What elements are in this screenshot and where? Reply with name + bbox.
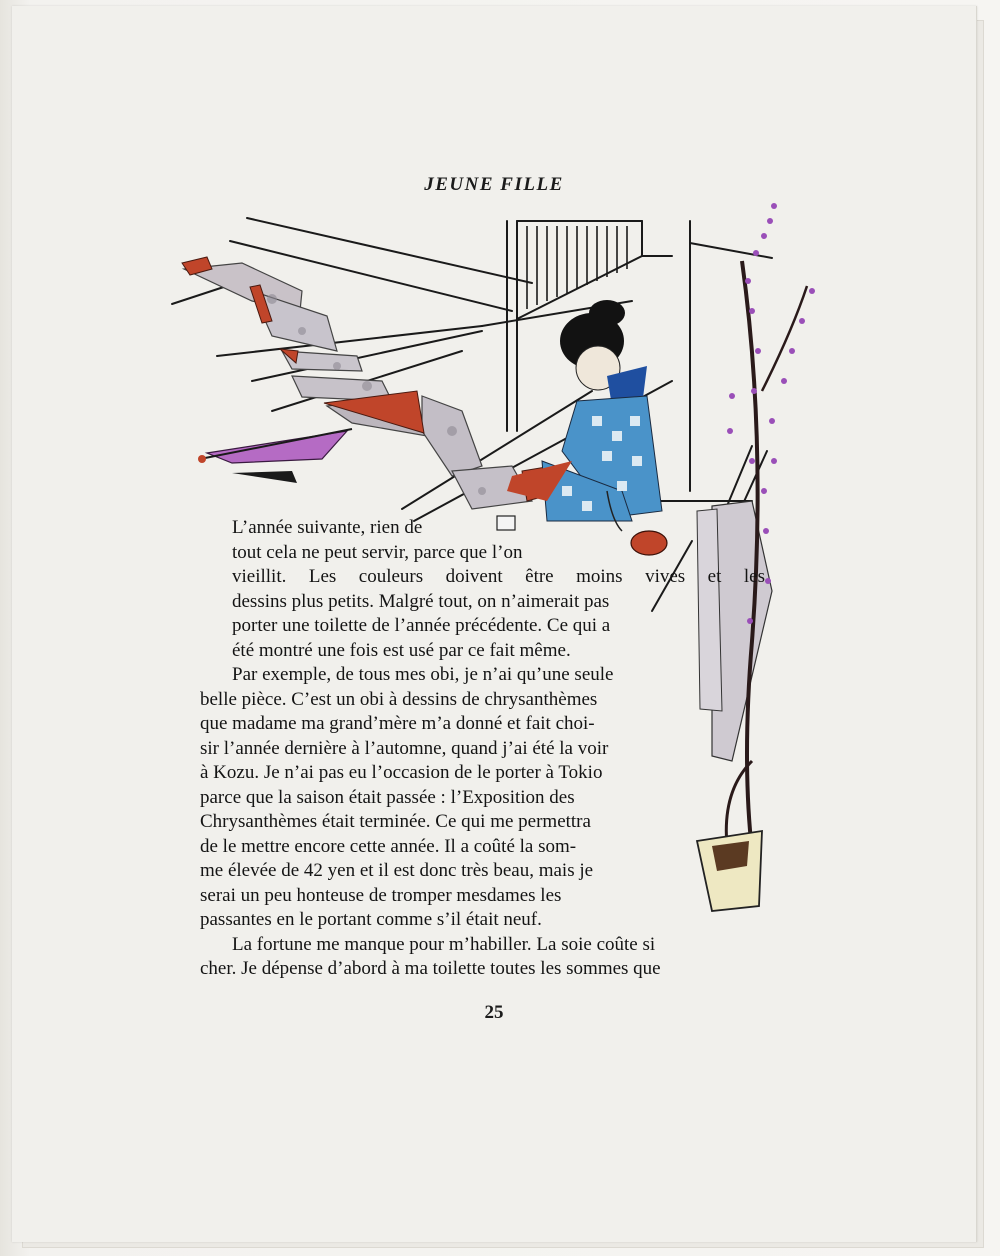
text-line: cher. Je dépense d’abord à ma toilette toutes les sommes que <box>200 958 661 979</box>
text-line: dessins plus petits. Malgré tout, on n’aimerait pas <box>232 590 610 612</box>
page-number: 25 <box>484 1002 504 1023</box>
paragraph-3 <box>200 933 765 982</box>
running-head: JEUNE FILLE <box>424 174 564 195</box>
text-line: porter une toilette de l’année précédente. Ce qui a <box>232 615 611 636</box>
text-line: Par exemple, de tous mes obi, je n’ai qu’une seule <box>232 664 614 685</box>
paragraph-1 <box>200 516 765 663</box>
text-line: que madame ma grand’mère m’a donné et fait choi- <box>200 713 595 734</box>
text-line: Chrysanthèmes était terminée. Ce qui me permettra <box>200 811 591 832</box>
text-line: vieillit. Les couleurs doivent être moins vives et les <box>232 566 765 587</box>
text-line: La fortune me manque pour m’habiller. La soie coûte si <box>232 933 656 955</box>
text-line: parce que la saison était passée : l’Exposition des <box>200 786 575 808</box>
text-line: me élevée de 42 yen et il est donc très beau, mais je <box>200 860 594 881</box>
woman-figure <box>507 300 662 531</box>
text-line: sir l’année dernière à l’automne, quand j’ai été la voir <box>200 737 609 759</box>
text-line: été montré une fois est usé par ce fait même. <box>232 639 571 661</box>
parasol-icon <box>198 429 352 463</box>
paragraph-2 <box>200 663 765 933</box>
book-page <box>12 6 977 1242</box>
body-text <box>200 516 765 982</box>
text-line: à Kozu. Je n’ai pas eu l’occasion de le porter à Tokio <box>200 762 603 783</box>
text-line: L’année suivante, rien de <box>232 517 423 538</box>
text-line: passantes en le portant comme s’il était neuf. <box>200 909 542 930</box>
text-line: de le mettre encore cette année. Il a coûté la som- <box>200 835 577 857</box>
text-line: belle pièce. C’est un obi à dessins de chrysanthèmes <box>200 688 598 710</box>
text-line: serai un peu honteuse de tromper mesdames les <box>200 884 562 906</box>
text-line: tout cela ne peut servir, parce que l’on <box>232 541 523 563</box>
